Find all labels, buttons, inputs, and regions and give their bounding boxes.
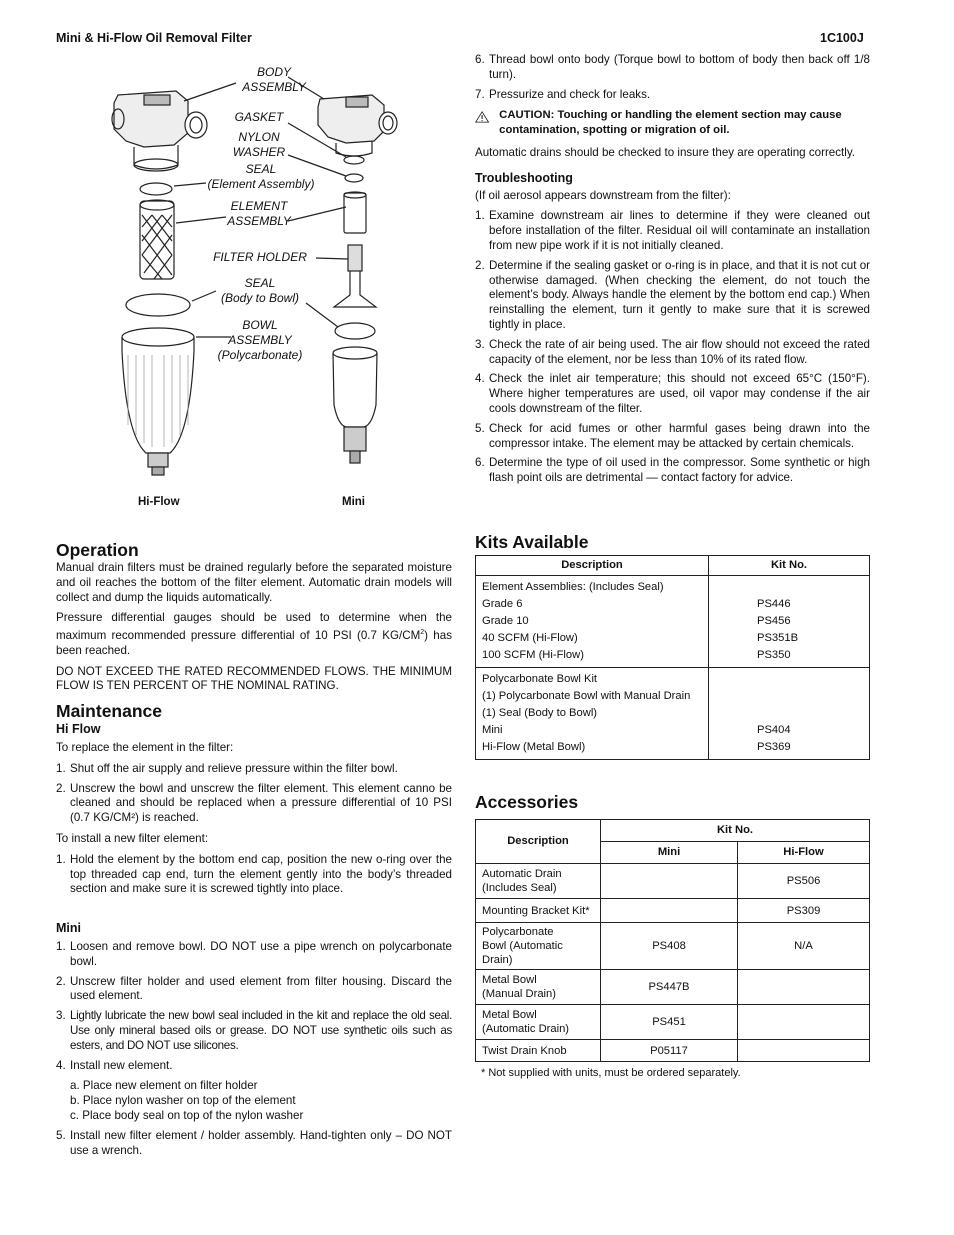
- troubleshooting-intro: (If oil aerosol appears downstream from the filter):: [475, 188, 731, 202]
- filter-exploded-diagram: [56, 55, 452, 515]
- maintenance-heading: Maintenance: [56, 701, 162, 722]
- warning-triangle-icon: [475, 108, 489, 126]
- table-row: Metal Bowl (Automatic Drain) PS451: [476, 1005, 870, 1040]
- troubleshooting-steps: [475, 209, 870, 486]
- accessories-section: [475, 791, 870, 1081]
- label-nylon-washer: NYLON WASHER: [232, 130, 286, 159]
- label-bowl-assembly: BOWL ASSEMBLY (Polycarbonate): [217, 318, 303, 362]
- install-intro: To install a new filter element:: [56, 832, 209, 846]
- column-header-kit-no: Kit No.: [601, 820, 870, 842]
- label-element-assembly: ELEMENT ASSEMBLY: [227, 199, 291, 228]
- table-row: Metal Bowl (Manual Drain) PS447B: [476, 970, 870, 1005]
- operation-heading: Operation: [56, 540, 139, 560]
- label-body-assembly: BODY ASSEMBLY: [242, 65, 306, 94]
- caution-text: CAUTION: Touching or handling the element section may cause contamination, spotting or migration of oil.: [499, 109, 842, 137]
- table-header-row: [476, 820, 870, 842]
- list-item: a. Place new element on filter holder: [70, 1079, 258, 1093]
- accessories-table: [475, 819, 870, 1062]
- list-item: 1. Loosen and remove bowl. DO NOT use a pipe wrench on polycarbonate bowl.: [56, 940, 452, 968]
- document-code: 1C100J: [820, 31, 864, 45]
- accessories-heading: Accessories: [475, 792, 579, 812]
- hiflow-subheading: Hi Flow: [56, 722, 101, 737]
- label-seal-element: SEAL (Element Assembly): [207, 162, 315, 191]
- mini-steps: [56, 940, 452, 1073]
- label-seal-body-bowl: SEAL (Body to Bowl): [220, 276, 300, 305]
- auto-drain-note: Automatic drains should be checked to insure they are operating correctly.: [475, 145, 856, 159]
- table-row: Automatic Drain (Includes Seal) PS506: [476, 864, 870, 899]
- list-item: 4. Check the inlet air temperature; this should not exceed 65°C (150°F). Where higher temperatures are used, oil vapor may condense if the air cools downstream of the filter.: [475, 372, 870, 415]
- caution-note: [475, 108, 870, 138]
- caption-hi-flow: Hi-Flow: [138, 496, 180, 508]
- kit-group-1-description: Element Assemblies: (Includes Seal) Grade 6 Grade 10 40 SCFM (Hi-Flow) 100 SCFM (Hi-Flow): [476, 576, 709, 668]
- list-item: c. Place body seal on top of the nylon washer: [70, 1108, 304, 1122]
- hiflow-steps: [56, 762, 452, 826]
- accessories-footnote: * Not supplied with units, must be ordered separately.: [481, 1067, 741, 1079]
- caption-mini: Mini: [342, 496, 365, 508]
- label-gasket: GASKET: [234, 110, 284, 124]
- column-header-mini: Mini: [601, 842, 738, 864]
- list-item: 1. Shut off the air supply and relieve pressure within the filter bowl.: [56, 761, 398, 775]
- table-row: [476, 576, 870, 668]
- list-item: 1. Examine downstream air lines to determine if they were cleaned out before installation of the filter. Residual oil will contaminate an installation from new pipe work if it is not initially cleaned.: [475, 209, 870, 252]
- column-header-description: Description: [476, 820, 601, 864]
- troubleshooting-heading: Troubleshooting: [475, 170, 573, 185]
- column-header-kit-no: Kit No.: [709, 556, 870, 576]
- label-filter-holder: FILTER HOLDER: [213, 250, 307, 264]
- table-header-row: [476, 556, 870, 576]
- table-row: [476, 668, 870, 760]
- list-item: b. Place nylon washer on top of the element: [70, 1094, 296, 1108]
- operation-paragraph-3: DO NOT EXCEED THE RATED RECOMMENDED FLOWS. THE MINIMUM FLOW IS TEN PERCENT OF THE NOMINAL RATING.: [56, 664, 452, 693]
- list-item: 2. Determine if the sealing gasket or o-ring is in place, and that it is not cut or otherwise damaged. (When checking the element, do not touch the element’s body. Always handle the element by the bottom end cap.) When reinstalling the element, turn it gently to make sure that it is screwed tightly in place.: [475, 258, 870, 331]
- kit-group-2-numbers: PS404 PS369: [709, 668, 870, 760]
- mini-substeps: [70, 1079, 452, 1123]
- column-header-description: Description: [476, 556, 709, 576]
- right-column: [475, 53, 870, 492]
- left-column: [56, 539, 452, 1164]
- continued-steps: [475, 53, 870, 102]
- operation-paragraph-2: Pressure differential gauges should be used to determine when the maximum recommended pressure differential of 10 PSI (0.7 $KG/CM^2$) has been reached.: [56, 611, 452, 657]
- kit-group-2-description: Polycarbonate Bowl Kit (1) Polycarbonate Bowl with Manual Drain (1) Seal (Body to Bowl) Mini Hi-Flow (Metal Bowl): [476, 668, 709, 760]
- list-item: 6. Thread bowl onto body (Torque bowl to bottom of body then back off 1/8 turn).: [475, 53, 870, 81]
- list-item: 7. Pressurize and check for leaks.: [475, 87, 651, 101]
- list-item: 3. Check the rate of air being used. The air flow should not exceed the rated capacity of the element, nor be less than 10% of its rated flow.: [475, 337, 870, 366]
- mini-subheading: Mini: [56, 921, 81, 936]
- kits-table: [475, 555, 870, 760]
- list-item: 5. Install new filter element / holder assembly. Hand-tighten only – DO NOT use a wrench.: [56, 1128, 452, 1157]
- hiflow-intro: To replace the element in the filter:: [56, 741, 234, 755]
- operation-paragraph-1: Manual drain filters must be drained regularly before the separated moisture and oil reaches the bottom of the filter element. Automatic drain models will collect and dump the liquids automatically.: [56, 561, 452, 604]
- table-row: Mounting Bracket Kit* PS309: [476, 899, 870, 923]
- kits-heading: Kits Available: [475, 532, 589, 552]
- kits-section: [475, 531, 870, 760]
- table-row: Twist Drain Knob P05117: [476, 1040, 870, 1062]
- install-steps: [56, 853, 452, 897]
- list-item: 3. Lightly lubricate the new bowl seal included in the kit and replace the old seal. Use only mineral based oils or grease. DO NOT use synthetic oils such as esters, and DO NOT use silicones.: [56, 1009, 452, 1052]
- list-item: 2. Unscrew the bowl and unscrew the filter element. This element canno be cleaned and should be replaced when a pressure differential of 10 PSI (0.7 KG/CM²) is reached.: [56, 781, 452, 825]
- list-item: 4. Install new element.: [56, 1058, 173, 1072]
- mini-step-5: [56, 1129, 452, 1159]
- list-item: 2. Unscrew filter holder and used element from filter housing. Discard the used element.: [56, 974, 452, 1003]
- document-header-title: Mini & Hi-Flow Oil Removal Filter: [56, 31, 252, 45]
- table-row: Polycarbonate Bowl (Automatic Drain) PS408 N/A: [476, 923, 870, 970]
- list-item: 1. Hold the element by the bottom end cap, position the new o-ring over the top threaded cap end, turn the element gently into the body’s threaded section and make sure it is screwed tightly into place.: [56, 852, 452, 896]
- column-header-hiflow: Hi-Flow: [738, 842, 870, 864]
- list-item: 5. Check for acid fumes or other harmful gases being drawn into the compressor intake. The element may be attacked by certain chemicals.: [475, 421, 870, 450]
- list-item: 6. Determine the type of oil used in the compressor. Some synthetic or high flash point oils are detrimental — contact factory for advice.: [475, 456, 870, 485]
- kit-group-1-numbers: PS446 PS456 PS351B PS350: [709, 576, 870, 668]
